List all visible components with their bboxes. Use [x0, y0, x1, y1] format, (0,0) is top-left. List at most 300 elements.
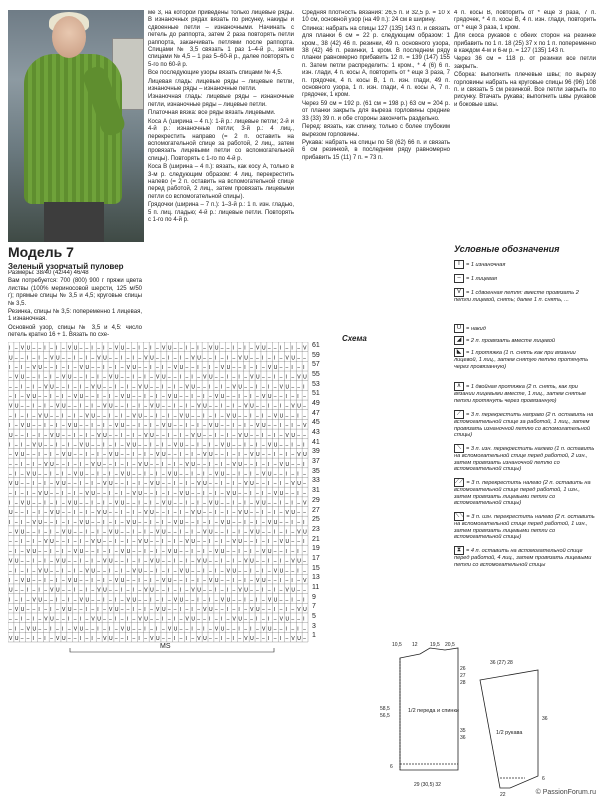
chart-cell: I	[114, 384, 117, 391]
row-number: 35	[312, 467, 320, 475]
chart-cell: I	[120, 510, 123, 517]
chart-cell: –	[238, 345, 242, 352]
chart-cell: –	[179, 481, 183, 488]
chart-cell: I	[103, 500, 105, 507]
chart-cell: –	[126, 490, 130, 497]
chart-cell: V	[261, 548, 266, 555]
chart-cell: –	[20, 394, 24, 401]
chart-cell: –	[114, 568, 118, 575]
chart-cell: U	[144, 539, 148, 546]
chart-cell: I	[61, 413, 64, 420]
chart-cell: I	[273, 606, 276, 613]
chart-cell: I	[244, 597, 246, 604]
model-subtitle: Зеленый узорчатый пуловер	[8, 262, 124, 271]
chart-cell: –	[203, 355, 206, 362]
chart-cell: I	[44, 636, 46, 642]
chart-cell: –	[167, 558, 171, 565]
paragraph: Изнаночная гладь: лицевые ряды – изнаночные петли, изнаночные ряды – лицевые петли.	[148, 94, 294, 108]
chart-cell: U	[167, 500, 172, 507]
chart-cell: V	[38, 568, 42, 575]
chart-cell: –	[61, 432, 65, 439]
chart-cell: –	[150, 490, 153, 497]
chart-cell: I	[214, 568, 217, 575]
chart-cell: –	[20, 548, 24, 555]
chart-cell: –	[144, 558, 148, 565]
chart-cell: –	[197, 394, 201, 401]
chart-cell: –	[91, 597, 95, 604]
chart-cell: I	[191, 394, 193, 401]
chart-cell: U	[44, 413, 48, 420]
chart-cell: I	[209, 519, 211, 526]
chart-cell: V	[26, 548, 30, 555]
row-number: 25	[312, 516, 320, 524]
legend-text: = 1 лицевая	[466, 275, 497, 282]
chart-cell: I	[44, 558, 46, 565]
chart-cell: –	[273, 558, 277, 565]
chart-cell: U	[114, 374, 119, 381]
chart-cell: –	[226, 481, 230, 488]
chart-cell: –	[126, 432, 130, 439]
chart-cell: –	[226, 403, 230, 410]
chart-cell: I	[297, 626, 299, 633]
chart-cell: U	[26, 500, 31, 507]
chart-cell: –	[220, 500, 224, 507]
chart-cell: –	[173, 355, 177, 362]
chart-cell: –	[61, 500, 65, 507]
chart-cell: I	[50, 374, 52, 381]
chart-cell: I	[9, 423, 11, 430]
chart-cell: U	[303, 374, 307, 381]
chart-cell: I	[85, 374, 87, 381]
chart-cell: –	[191, 481, 195, 488]
chart-cell: –	[120, 442, 124, 449]
chart-cell: V	[61, 606, 66, 613]
chart-cell: U	[103, 587, 107, 594]
chart-cell: V	[138, 461, 142, 468]
row-number: 13	[312, 574, 320, 582]
chart-cell: I	[156, 548, 158, 555]
paragraph: Основной узор, спицы № 3,5 и 4,5: число петель кратно 16 + 1. Вязать по схе-	[8, 324, 142, 339]
legend-item	[454, 336, 596, 345]
chart-cell: I	[132, 587, 134, 594]
chart-cell: I	[209, 365, 211, 372]
chart-cell: I	[285, 394, 287, 401]
legend-item	[454, 348, 596, 370]
chart-cell: –	[132, 636, 136, 642]
chart-cell: –	[26, 529, 30, 536]
chart-cell: –	[285, 423, 289, 430]
chart-cell: V	[291, 558, 295, 565]
chart-cell: –	[67, 490, 71, 497]
chart-cell: –	[67, 548, 71, 555]
chart-cell: –	[67, 481, 71, 488]
chart-cell: U	[144, 384, 148, 391]
chart-cell: I	[185, 558, 187, 565]
chart-cell: V	[91, 539, 95, 546]
chart-cell: –	[273, 548, 277, 555]
chart-cell: –	[61, 510, 65, 517]
chart-cell: V	[238, 587, 242, 594]
chart-cell: –	[32, 355, 36, 362]
chart-cell: I	[9, 577, 11, 584]
chart-cell: I	[9, 519, 11, 526]
chart-cell: –	[50, 597, 53, 604]
chart-cell: –	[197, 384, 201, 391]
chart-cell: –	[138, 365, 142, 372]
chart-cell: I	[38, 587, 40, 594]
chart-cell: –	[38, 616, 42, 623]
chart-cell: –	[203, 432, 206, 439]
chart-cell: I	[150, 345, 152, 352]
chart-cell: I	[73, 432, 76, 439]
chart-cell: V	[297, 374, 301, 381]
chart-cell: –	[214, 539, 218, 546]
chart-cell: V	[214, 471, 219, 478]
chart-cell: –	[197, 374, 201, 381]
chart-cell: I	[232, 558, 234, 565]
chart-cell: U	[238, 539, 243, 546]
chart-cell: –	[185, 529, 189, 536]
chart-cell: I	[285, 548, 287, 555]
chart-cell: –	[91, 626, 95, 633]
chart-cell: I	[97, 471, 99, 478]
chart-cell: –	[261, 539, 265, 546]
chart-cell: U	[114, 606, 119, 613]
legend-text: = 3 п. перекрестить налево (2 п. оставить на вспомогательной спице перед работой, 1 изн., затем провязать лицевыми петли со вспомогательной спицы)	[454, 479, 591, 507]
chart-cell: –	[161, 432, 165, 439]
chart-cell: –	[20, 471, 24, 478]
chart-cell: –	[44, 365, 48, 372]
chart-cell: –	[144, 481, 148, 488]
chart-cell: –	[114, 413, 118, 420]
chart-cell: V	[67, 500, 72, 507]
chart-cell: –	[261, 461, 265, 468]
chart-cell: I	[267, 481, 270, 488]
legend-symbol: ⟋⟋	[455, 479, 464, 485]
chart-cell: I	[103, 519, 105, 526]
chart-cell: U	[56, 355, 60, 362]
chart-cell: I	[179, 510, 181, 517]
legend-item	[454, 444, 596, 473]
chart-cell: I	[138, 403, 140, 410]
chart-cell: –	[279, 471, 283, 478]
chart-cell: I	[209, 461, 211, 468]
chart-cell: –	[273, 403, 277, 410]
chart-cell: I	[56, 577, 58, 584]
chart-cell: –	[91, 432, 95, 439]
chart-cell: –	[214, 461, 218, 468]
chart-cell: –	[261, 365, 265, 372]
chart-cell: –	[191, 500, 195, 507]
chart-cell: –	[161, 558, 165, 565]
chart-cell: –	[50, 500, 53, 507]
chart-cell: –	[173, 510, 177, 517]
chart-cell: –	[191, 568, 195, 575]
chart-cell: V	[250, 452, 254, 459]
chart-cell: –	[109, 365, 112, 372]
chart-cell: –	[203, 442, 206, 449]
chart-cell: –	[32, 413, 36, 420]
chart-cell: V	[197, 481, 201, 488]
chart-cell: –	[79, 423, 83, 430]
chart-cell: I	[297, 548, 299, 555]
chart-cell: I	[261, 587, 264, 594]
chart-cell: –	[261, 374, 265, 381]
chart-cell: –	[303, 413, 306, 420]
chart-cell: –	[132, 403, 136, 410]
chart-cell: V	[203, 452, 207, 459]
chart-cell: –	[291, 384, 295, 391]
chart-cell: U	[285, 461, 290, 468]
chart-cell: V	[79, 442, 83, 449]
chart-cell: V	[173, 519, 178, 526]
model-photo	[8, 10, 144, 242]
chart-cell: –	[156, 461, 159, 468]
row-number: 51	[312, 390, 320, 398]
chart-cell: I	[185, 345, 187, 352]
chart-cell: –	[9, 471, 12, 478]
chart-cell: –	[156, 442, 159, 449]
chart-cell: I	[9, 597, 11, 604]
chart-cell: I	[226, 432, 229, 439]
chart-cell: –	[150, 394, 153, 401]
chart-cell: I	[97, 548, 99, 555]
chart-cell: –	[256, 394, 259, 401]
chart-cell: –	[291, 548, 295, 555]
chart-cell: –	[103, 374, 106, 381]
chart-cell: –	[191, 558, 195, 565]
chart-cell: –	[79, 452, 83, 459]
chart-cell: I	[150, 597, 152, 604]
chart-cell: –	[14, 345, 18, 352]
chart-cell: –	[250, 384, 253, 391]
chart-cell: I	[138, 423, 140, 430]
chart-cell: I	[14, 490, 17, 497]
chart-cell: –	[197, 568, 201, 575]
chart-cell: –	[297, 384, 301, 391]
paragraph: Перед: вязать, как спинку, только с более глубоким вырезом горловины.	[302, 124, 450, 138]
chart-cell: I	[185, 500, 187, 507]
row-number: 55	[312, 371, 320, 379]
chart-cell: I	[79, 384, 81, 391]
chart-cell: I	[73, 413, 76, 420]
chart-cell: –	[185, 442, 189, 449]
chart-cell: –	[150, 461, 153, 468]
chart-cell: –	[120, 616, 124, 623]
chart-cell: I	[156, 490, 158, 497]
chart-cell: –	[44, 606, 48, 613]
chart-cell: V	[79, 597, 83, 604]
chart-cell: V	[291, 403, 295, 410]
chart-cell: I	[250, 548, 252, 555]
chart-cell: I	[138, 636, 140, 642]
chart-cell: –	[291, 461, 295, 468]
legend-text: = 3 п. изн. перекрестить налево (2 п. оставить на вспомогательной спице перед работой, 1 изн., затем провязать лицевыми петли со вспомогательной спицы)	[454, 513, 595, 541]
chart-cell: V	[26, 626, 30, 633]
chart-cell: I	[291, 519, 293, 526]
chart-cell: –	[44, 374, 48, 381]
chart-cell: U	[167, 577, 172, 584]
chart-cell: V	[267, 365, 272, 372]
chart-cell: –	[273, 577, 277, 584]
chart-cell: U	[150, 587, 154, 594]
chart-cell: V	[267, 519, 272, 526]
chart-cell: V	[132, 490, 136, 497]
chart-cell: –	[256, 548, 259, 555]
chart-cell: V	[144, 587, 148, 594]
chart-cell: –	[56, 394, 59, 401]
chart-cell: –	[203, 345, 206, 352]
paragraph: Вам потребуется: 700 (800) 900 г пряжи цвета листвы (100% мериносовой шерсти, 125 м/50 г); прямые спицы № 3,5 и 4,5; круговые спицы № 3,5.	[8, 278, 142, 307]
chart-cell: U	[209, 606, 213, 613]
paragraph: Сборка: выполнить плечевые швы; по вырезу горловины набрать на круговые спицы 96 (96) 108 п. и связать 5 см резинкой. Все петли закрыть по рисунку. Втачать рукава; выполнить швы рукавов и боковые швы.	[454, 72, 596, 108]
row-number: 41	[312, 438, 320, 446]
legend	[454, 260, 596, 620]
chart-cell: I	[44, 423, 46, 430]
chart-cell: –	[32, 529, 36, 536]
chart-cell: U	[256, 374, 260, 381]
chart-cell: –	[220, 452, 224, 459]
chart-cell: –	[61, 597, 65, 604]
chart-cell: –	[279, 394, 283, 401]
chart-cell: I	[79, 481, 81, 488]
chart-cell: –	[103, 626, 106, 633]
chart-cell: –	[9, 394, 12, 401]
chart-cell: –	[144, 500, 148, 507]
chart-cell: –	[73, 374, 77, 381]
chart-cell: I	[191, 374, 193, 381]
chart-cell: –	[32, 490, 36, 497]
chart-cell: I	[232, 636, 234, 642]
chart-cell: –	[185, 548, 189, 555]
chart-cell: U	[232, 413, 237, 420]
chart-cell: I	[161, 597, 164, 604]
chart-cell: –	[297, 597, 301, 604]
chart-cell: I	[61, 471, 64, 478]
chart-cell: –	[50, 519, 53, 526]
chart-cell: U	[14, 403, 19, 410]
chart-cell: –	[150, 626, 153, 633]
legend-symbol: ⟍⟍	[455, 513, 464, 519]
chart-cell: I	[256, 384, 258, 391]
chart-cell: –	[220, 355, 224, 362]
chart-cell: I	[73, 355, 76, 362]
chart-cell: V	[85, 568, 89, 575]
chart-cell: –	[297, 345, 301, 352]
chart-cell: I	[256, 365, 258, 372]
chart-cell: V	[167, 626, 172, 633]
chart-cell: –	[226, 636, 230, 642]
chart-cell: –	[291, 568, 295, 575]
chart-cell: –	[91, 365, 95, 372]
chart-cell: U	[61, 558, 66, 565]
chart-cell: –	[167, 481, 171, 488]
chart-cell: –	[61, 365, 65, 372]
chart-cell: –	[244, 616, 248, 623]
chart-cell: V	[203, 374, 207, 381]
chart-cell: I	[144, 452, 146, 459]
chart-cell: –	[291, 452, 295, 459]
chart-cell: I	[173, 403, 176, 410]
chart-cell: V	[32, 597, 36, 604]
chart-cell: I	[220, 539, 223, 546]
chart-cell: I	[20, 461, 23, 468]
chart-cell: –	[179, 636, 183, 642]
chart-cell: I	[279, 345, 281, 352]
chart-cell: –	[279, 365, 283, 372]
chart-cell: –	[38, 481, 42, 488]
chart-cell: –	[20, 558, 24, 565]
chart-cell: I	[267, 636, 270, 642]
chart-cell: I	[291, 423, 293, 430]
chart-cell: –	[138, 587, 142, 594]
chart-cell: –	[132, 394, 136, 401]
chart-cell: –	[285, 577, 289, 584]
chart-cell: –	[273, 471, 277, 478]
chart-cell: –	[91, 394, 95, 401]
chart-cell: –	[185, 626, 189, 633]
chart-cell: –	[232, 442, 236, 449]
chart-cell: –	[203, 500, 206, 507]
chart-cell: –	[138, 452, 142, 459]
chart-cell: –	[209, 568, 212, 575]
chart-cell: –	[50, 413, 53, 420]
chart-cell: –	[97, 558, 101, 565]
chart-cell: I	[267, 461, 270, 468]
chart-cell: –	[261, 558, 265, 565]
chart-cell: U	[138, 413, 143, 420]
chart-cell: I	[156, 471, 158, 478]
row-number: 39	[312, 448, 320, 456]
dim-right: 26	[460, 666, 466, 672]
chart-cell: U	[150, 432, 154, 439]
chart-cell: –	[103, 452, 106, 459]
chart-cell: –	[291, 606, 295, 613]
chart-cell: –	[226, 548, 230, 555]
chart-cell: –	[20, 481, 24, 488]
chart-cell: –	[85, 403, 89, 410]
chart-cell: –	[138, 529, 142, 536]
legend-symbol: ◣	[454, 348, 464, 357]
chart-cell: I	[44, 481, 46, 488]
chart-cell: I	[14, 394, 17, 401]
chart-cell: –	[85, 423, 89, 430]
chart-cell: I	[220, 384, 223, 391]
chart-cell: –	[138, 442, 142, 449]
chart-cell: –	[38, 384, 42, 391]
chart-cell: U	[179, 597, 184, 604]
chart-cell: I	[20, 519, 23, 526]
chart-cell: I	[126, 461, 129, 468]
chart-cell: –	[79, 587, 83, 594]
chart-cell: V	[191, 355, 195, 362]
chart-cell: –	[132, 616, 136, 623]
chart-cell: I	[232, 345, 234, 352]
chart-cell: I	[250, 471, 252, 478]
chart-cell: –	[232, 626, 236, 633]
chart-cell: –	[232, 597, 236, 604]
chart-cell: I	[56, 500, 58, 507]
chart-cell: –	[261, 616, 265, 623]
chart-cell: –	[261, 481, 265, 488]
chart-cell: –	[161, 510, 165, 517]
chart-cell: I	[238, 548, 240, 555]
chart-cell: –	[173, 413, 177, 420]
chart-cell: –	[67, 403, 71, 410]
chart-cell: I	[20, 616, 23, 623]
chart-cell: –	[303, 626, 306, 633]
chart-cell: –	[167, 403, 171, 410]
